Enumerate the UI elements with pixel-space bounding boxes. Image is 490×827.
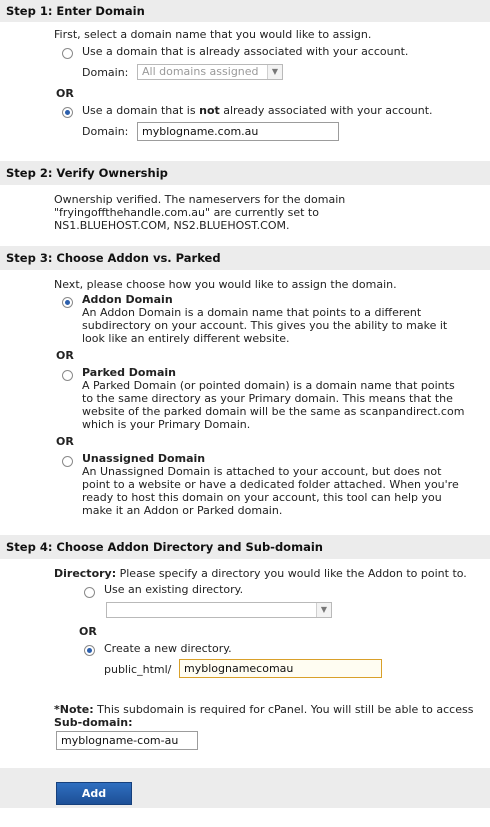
directory-instruction [54,567,467,580]
directory-bold: Directory: [54,567,117,580]
radio-new-domain[interactable] [62,107,73,118]
unassigned-title: Unassigned Domain [82,452,206,465]
option-new-bold: not [199,104,220,117]
unassigned-desc-2: point to a website or have a dedicated folder attached. When you're [82,478,459,491]
chevron-down-icon: ▼ [316,603,331,617]
subdomain-note [54,703,473,716]
step2-header: Step 2: Verify Ownership [0,161,490,185]
radio-parked[interactable] [62,370,73,381]
new-directory-input[interactable]: myblognamecomau [179,659,382,678]
or-separator: OR [56,349,74,362]
radio-new-directory[interactable] [84,645,95,656]
subdomain-input[interactable]: myblogname-com-au [56,731,198,750]
chevron-down-icon: ▼ [267,65,282,79]
step4-header: Step 4: Choose Addon Directory and Sub-domain [0,535,490,559]
step2-line3: NS1.BLUEHOST.COM, NS2.BLUEHOST.COM. [54,219,290,232]
existing-directory-select[interactable] [106,602,332,618]
or-separator: OR [79,625,97,638]
step2-line2: "fryingoffthehandle.com.au" are currently set to [54,206,319,219]
parked-title: Parked Domain [82,366,176,379]
unassigned-desc-3: ready to host this domain on your account, this tool can help you [82,491,442,504]
public-html-label: public_html/ [104,663,172,676]
or-separator: OR [56,435,74,448]
option-new-domain-label [82,104,433,117]
addon-desc-3: look like an entirely different website. [82,332,290,345]
option-new-pre: Use a domain that is [82,104,200,117]
existing-domain-select[interactable] [137,64,283,80]
option-existing-directory-label: Use an existing directory. [104,583,244,596]
note-text: This subdomain is required for cPanel. You will still be able to access [93,703,474,716]
domain-label-new: Domain: [82,125,129,138]
unassigned-desc-1: An Unassigned Domain is attached to your account, but does not [82,465,442,478]
addon-desc-2: subdirectory on your account. This gives you the ability to make it [82,319,448,332]
domain-input[interactable]: myblogname.com.au [137,122,339,141]
radio-unassigned[interactable] [62,456,73,467]
add-domain-button[interactable]: Add Domain [56,782,132,805]
step2-line1: Ownership verified. The nameservers for the domain [54,193,346,206]
directory-text: Please specify a directory you would like the Addon to point to. [116,567,467,580]
parked-desc-2: to the same directory as your Primary domain. This means that the [82,392,453,405]
option-existing-domain-label: Use a domain that is already associated with your account. [82,45,409,58]
parked-desc-1: A Parked Domain (or pointed domain) is a domain name that points [82,379,455,392]
subdomain-label: Sub-domain: [54,716,133,729]
submit-area [0,768,490,822]
radio-existing-domain[interactable] [62,48,73,59]
step3-intro: Next, please choose how you would like to assign the domain. [54,278,397,291]
unassigned-desc-4: make it an Addon or Parked domain. [82,504,283,517]
existing-domain-select-value: All domains assigned [142,65,259,78]
addon-title: Addon Domain [82,293,173,306]
radio-existing-directory[interactable] [84,587,95,598]
step3-header: Step 3: Choose Addon vs. Parked [0,246,490,270]
step1-intro: First, select a domain name that you would like to assign. [54,28,372,41]
radio-addon[interactable] [62,297,73,308]
or-separator: OR [56,87,74,100]
parked-desc-4: which is your Primary Domain. [82,418,251,431]
addon-desc-1: An Addon Domain is a domain name that points to a different [82,306,422,319]
option-new-post: already associated with your account. [219,104,433,117]
domain-label-existing: Domain: [82,66,129,79]
option-new-directory-label: Create a new directory. [104,642,232,655]
note-bold: *Note: [54,703,94,716]
parked-desc-3: website of the parked domain will be the same as scanpandirect.com [82,405,465,418]
step1-header: Step 1: Enter Domain [0,0,490,22]
